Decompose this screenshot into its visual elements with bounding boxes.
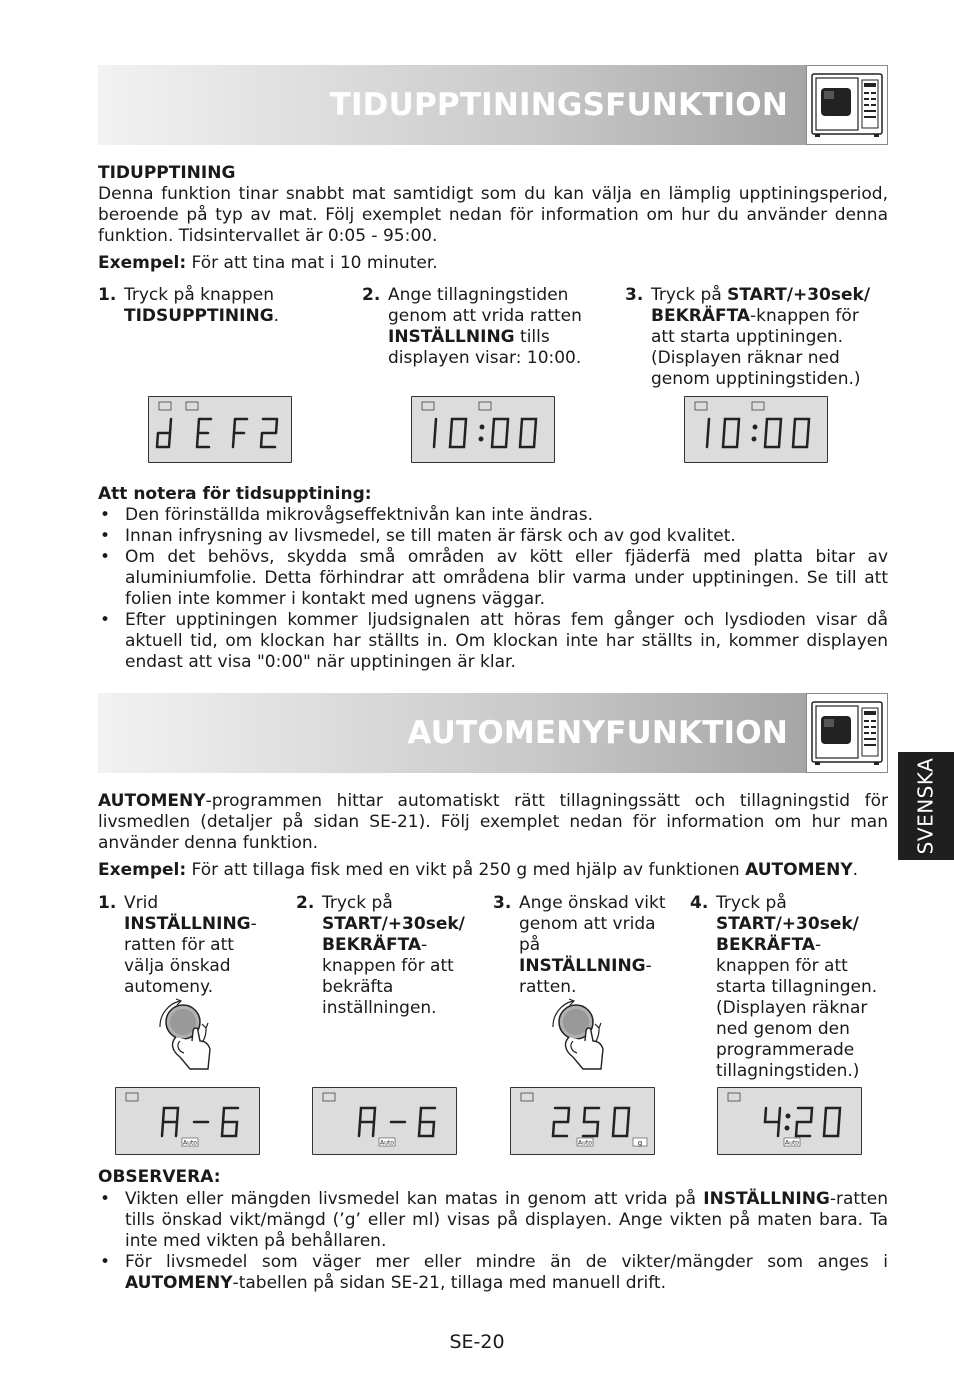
- step-number: 3.: [625, 285, 644, 305]
- list-item: • Den förinställda mikrovågseffektnivån kan inte ändras.: [98, 505, 888, 526]
- step-text: Tryck på START/+30sek/ BEKRÄFTA-knappen för att starta upptiningen. (Displayen räknar ned genom upptiningstiden.): [651, 285, 871, 389]
- example-line: [98, 253, 888, 274]
- section-banner-defrost: [98, 65, 888, 145]
- notes-heading: Att notera för tidsupptining:: [98, 484, 372, 504]
- dial-turn-hand-icon: [543, 997, 613, 1073]
- notes-list: [98, 1189, 888, 1294]
- step-text: Ange önskad vikt genom att vrida på INSTÄLLNING-ratten.: [519, 893, 666, 997]
- step-text: Tryck på START/+30sek/ BEKRÄFTA-knappen för att starta tillagningen. (Displayen räknar ned genom den programmerade tillagningstiden.): [716, 893, 878, 1081]
- lcd-display: [717, 1087, 862, 1155]
- microwave-icon: [806, 693, 888, 773]
- intro-paragraph: Denna funktion tinar snabbt mat samtidigt som du kan välja en lämplig upptiningsperiod, beroende på typ av mat. Följ exemplet nedan för information om hur du använder denna funktion. Tidsintervallet är 0:05 - 95:00.: [98, 184, 888, 246]
- dial-turn-hand-icon: [150, 997, 220, 1073]
- step-number: 2.: [362, 285, 381, 305]
- step-number: 4.: [690, 893, 709, 913]
- lcd-display: [411, 396, 555, 463]
- language-tab-label: SVENSKA: [913, 757, 938, 855]
- example-text: För att tina mat i 10 minuter.: [186, 253, 438, 273]
- lcd-auto-label: Auto: [578, 1139, 592, 1147]
- lcd-auto-label: Auto: [380, 1139, 394, 1147]
- step-text: Ange tillagningstiden genom att vrida ratten INSTÄLLNING tills displayen visar: 10:00.: [388, 285, 582, 368]
- lcd-display: [684, 396, 828, 463]
- notes-heading: OBSERVERA:: [98, 1167, 221, 1187]
- list-item: • Innan infrysning av livsmedel, se till maten är färsk och av god kvalitet.: [98, 526, 888, 547]
- example-line: Exempel: För att tillaga fisk med en vikt på 250 g med hjälp av funktionen AUTOMENY.: [98, 860, 859, 880]
- section-heading: TIDUPPTINING: [98, 163, 236, 183]
- page-number: SE-20: [449, 1331, 505, 1353]
- step-number: 1.: [98, 893, 117, 913]
- lcd-digits: [149, 397, 291, 462]
- lcd-digits: [511, 1088, 654, 1154]
- lcd-digits: [116, 1088, 259, 1154]
- section-banner-automenu: [98, 693, 888, 773]
- microwave-icon: [806, 65, 888, 145]
- lcd-digits: [412, 397, 554, 462]
- step-text: Vrid INSTÄLLNING-ratten för att välja önskad automeny.: [124, 893, 257, 997]
- notes-list: [98, 505, 888, 673]
- lcd-auto-label: Auto: [785, 1139, 799, 1147]
- step-number: 2.: [296, 893, 315, 913]
- list-item: • Vikten eller mängden livsmedel kan matas in genom att vrida på INSTÄLLNING-ratten tills önskad vikt/mängd (’g’ eller ml) visas på displayen. Ange vikten på maten bara. Ta inte med vikten på behållaren.: [98, 1189, 888, 1252]
- example-label: Exempel:: [98, 253, 187, 273]
- step-number: 3.: [493, 893, 512, 913]
- lcd-gram-label: g: [637, 1139, 643, 1147]
- banner-title: AUTOMENYFUNKTION: [407, 715, 788, 751]
- step-number: 1.: [98, 285, 117, 305]
- list-item: • Efter upptiningen kommer ljudsignalen att höras fem gånger och lysdioden visar då aktuell tid, om klockan har ställts in. Om klockan inte har ställts in, kommer displayen endast att visa "0:00" när upptiningen är klar.: [98, 610, 888, 673]
- lcd-display: [312, 1087, 457, 1155]
- list-item: • För livsmedel som väger mer eller mindre än de vikter/mängder som anges i AUTOMENY-tabellen på sidan SE-21, tillaga med manuell drift.: [98, 1252, 888, 1294]
- lcd-display: [148, 396, 292, 463]
- language-tab: [898, 752, 954, 860]
- intro-paragraph: AUTOMENY-programmen hittar automatiskt rätt tillagningssätt och tillagningstid för livsmedlen (detaljer på sidan SE-21). Följ exemplet nedan för information om hur man använder denna funktion.: [98, 791, 888, 853]
- step-text: Tryck på START/+30sek/ BEKRÄFTA-knappen för att bekräfta inställningen.: [322, 893, 465, 1018]
- example-label: Exempel:: [98, 860, 187, 880]
- lcd-auto-label: Auto: [183, 1139, 197, 1147]
- banner-title: TIDUPPTININGSFUNKTION: [329, 87, 788, 123]
- list-item: • Om det behövs, skydda små områden av kött eller fjäderfä med platta bitar av aluminiumfolie. Detta förhindrar att områdena blir varma under upptiningen. Se till att folien inte kommer i kontakt med ugnens väggar.: [98, 547, 888, 610]
- step-text: Tryck på knappen TIDSUPPTINING.: [124, 285, 280, 326]
- lcd-digits: [718, 1088, 861, 1154]
- lcd-digits: [685, 397, 827, 462]
- lcd-display: [115, 1087, 260, 1155]
- lcd-display: [510, 1087, 655, 1155]
- lcd-digits: [313, 1088, 456, 1154]
